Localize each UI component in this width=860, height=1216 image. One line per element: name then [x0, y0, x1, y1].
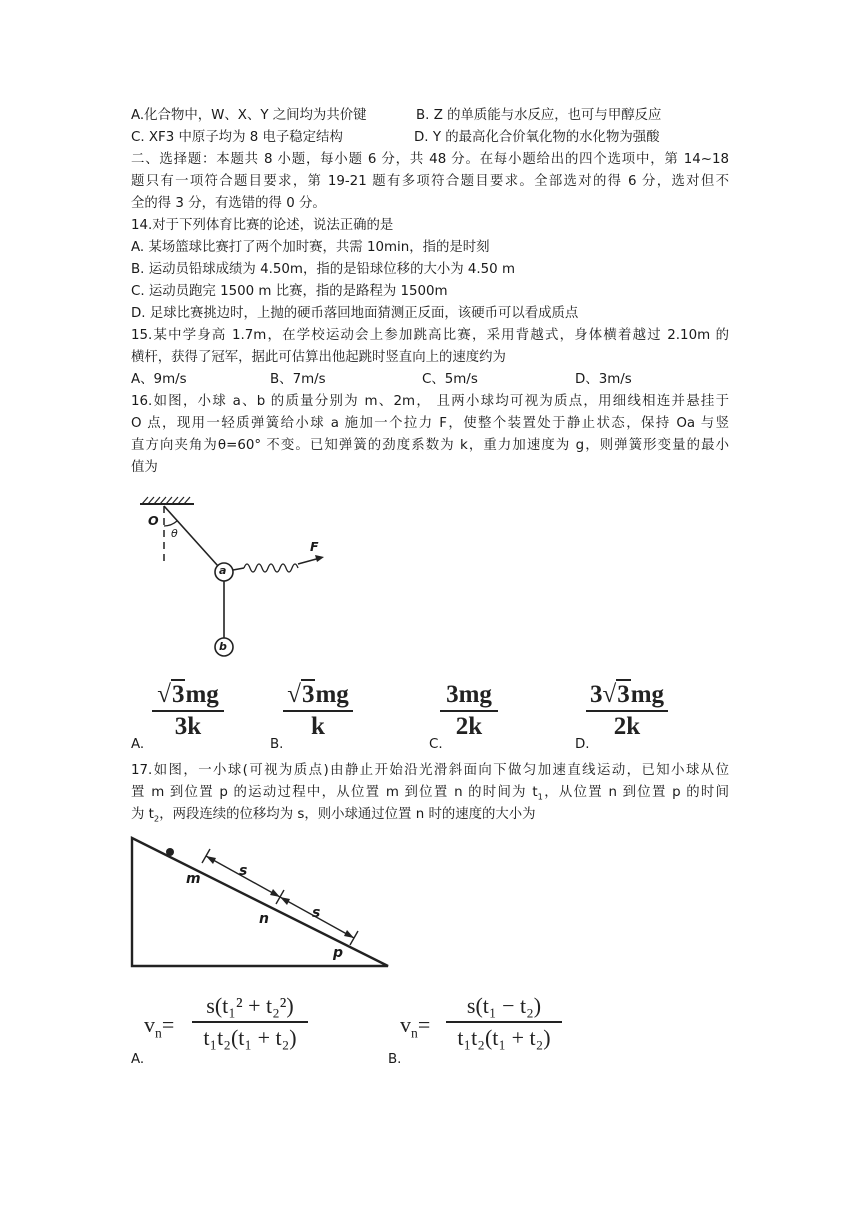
- q16-option-a-den: 3k: [174, 713, 202, 740]
- q13-option-d: D. Y 的最高化合价氧化物的水化物为强酸: [414, 130, 660, 145]
- q16-figure: [132, 490, 342, 665]
- q17-line-2-post: ，从位置 n 到位置 p 的时间: [542, 785, 729, 800]
- q16-option-b-den: k: [311, 713, 325, 740]
- q16-option-c-num: 3mg: [446, 681, 492, 708]
- q14-option-d: D. 足球比赛挑边时，上抛的硬币落回地面猜测正反面，该硬币可以看成质点: [131, 306, 579, 321]
- q17-label-m: m: [186, 871, 201, 887]
- q16-label-theta: θ: [171, 527, 178, 540]
- q17-option-a-num: s(t₁² + t₂²): [206, 993, 294, 1018]
- q16-option-c-den: 2k: [455, 713, 483, 740]
- q17-option-b-formula: $v_n=$ s(t₁ − t₂) t₁t₂(t₁ + t₂): [398, 994, 564, 1058]
- q17-label-s1: s: [239, 863, 248, 879]
- q17-line-2: [131, 783, 729, 807]
- q16-diagram: [132, 490, 342, 665]
- q17-option-a-den: t₁t₂(t₁ + t₂): [203, 1024, 297, 1050]
- q17-line-3-post: ，两段连续的位移均为 s，则小球通过位置 n 时的速度的大小为: [159, 807, 536, 822]
- q16-option-d-den: 2k: [613, 713, 641, 740]
- q16-label-f: F: [310, 539, 319, 554]
- q17-option-a-lhs-sub: n: [155, 1025, 162, 1041]
- q17-option-a-lhs: v: [144, 1012, 155, 1037]
- q15-line-2: 横杆，获得了冠军，据此可估算出他起跳时竖直向上的速度约为: [131, 350, 506, 365]
- q16-line-4: 值为: [131, 460, 158, 475]
- q16-option-a-letter: A.: [131, 737, 145, 752]
- q17-line-2-pre: 置 m 到位置 p 的运动过程中，从位置 m 到位置 n 的时间为 t: [131, 785, 538, 800]
- q17-label-s2: s: [312, 905, 321, 921]
- q14-option-a: A. 某场篮球比赛打了两个加时赛，共需 10min，指的是时刻: [131, 240, 490, 255]
- q16-option-b-root: 3: [301, 681, 315, 708]
- q17-option-b-num: s(t₁ − t₂): [466, 993, 542, 1018]
- section2-line-1: 二、选择题：本题共 8 小题，每小题 6 分，共 48 分。在每小题给出的四个选项中，第 14~18: [131, 152, 729, 167]
- q17-line-3-sub: 2: [153, 813, 160, 824]
- q16-label-b: b: [219, 640, 227, 653]
- q17-figure: [128, 834, 392, 972]
- q16-label-a: a: [219, 564, 227, 577]
- q14-option-b: B. 运动员铅球成绩为 4.50m，指的是铅球位移的大小为 4.50 m: [131, 262, 515, 277]
- q16-option-c-letter: C.: [429, 737, 443, 752]
- q16-option-a-root: 3: [171, 681, 185, 708]
- q17-line-3-pre: 为 t: [131, 807, 154, 822]
- q16-line-3: 直方向夹角为θ=60° 不变。已知弹簧的劲度系数为 k，重力加速度为 g，则弹簧形变量的最小: [131, 438, 729, 453]
- q17-line-1: 17.如图，一小球(可视为质点)由静止开始沿光滑斜面向下做匀加速直线运动，已知小球从位: [131, 763, 729, 778]
- q17-line-3: [131, 805, 536, 829]
- q16-option-c-fraction: [440, 682, 498, 740]
- q15-option-b: B、7m/s: [270, 372, 326, 387]
- q14-option-c: C. 运动员跑完 1500 m 比赛，指的是路程为 1500m: [131, 284, 448, 299]
- q16-option-d-fraction: 3√3mg 2k: [586, 682, 668, 740]
- q17-option-a-letter: A.: [131, 1052, 145, 1067]
- q16-line-1: 16.如图，小球 a、b 的质量分别为 m、2m， 且两小球均可视为质点，用细线相连并悬挂于: [131, 394, 729, 409]
- q16-option-d-num: mg: [630, 681, 665, 708]
- q15-line-1: 15.某中学身高 1.7m，在学校运动会上参加跳高比赛，采用背越式，身体横着越过 2.10m 的: [131, 328, 729, 343]
- q15-option-c: C、5m/s: [422, 372, 478, 387]
- q13-option-b: B. Z 的单质能与水反应，也可与甲醇反应: [416, 108, 662, 123]
- q17-option-b-lhs: v: [400, 1012, 411, 1037]
- q16-option-b-num: mg: [315, 681, 349, 708]
- q17-option-b-den: t₁t₂(t₁ + t₂): [457, 1024, 551, 1050]
- q17-option-b-lhs-sub: n: [411, 1025, 418, 1041]
- q16-option-b-letter: B.: [270, 737, 284, 752]
- section2-line-3: 全的得 3 分，有选错的得 0 分。: [131, 196, 326, 211]
- q16-option-a-num: mg: [185, 681, 219, 708]
- q17-label-p: p: [333, 945, 344, 961]
- q16-label-o: O: [148, 513, 159, 528]
- q13-option-c: C. XF3 中原子均为 8 电子稳定结构: [131, 130, 343, 145]
- q16-option-d-root: 3: [617, 681, 630, 708]
- q16-option-d-letter: D.: [575, 737, 590, 752]
- q13-option-a: A.化合物中，W、X、Y 之间均为共价键: [131, 108, 367, 123]
- q16-option-a-fraction: √3mg 3k: [152, 682, 224, 740]
- q17-option-b-letter: B.: [388, 1052, 402, 1067]
- q14-stem: 14.对于下列体育比赛的论述，说法正确的是: [131, 218, 394, 233]
- q15-option-d: D、3m/s: [575, 372, 632, 387]
- q17-diagram: [128, 834, 392, 972]
- q17-line-2-sub: 1: [537, 791, 543, 802]
- section2-line-2: 题只有一项符合题目要求，第 19-21 题有多项符合题目要求。全部选对的得 6 分，选对但不: [131, 174, 729, 189]
- q16-option-b-fraction: √3mg k: [283, 682, 353, 740]
- q17-option-a-formula: $v_n=$ s(t₁² + t₂²) t₁t₂(t₁ + t₂): [140, 994, 310, 1058]
- q15-option-a: A、9m/s: [131, 372, 187, 387]
- q16-option-d-coef: 3: [589, 681, 603, 708]
- q16-line-2: O 点，现用一轻质弹簧给小球 a 施加一个拉力 F，使整个装置处于静止状态，保持 Oa 与竖: [131, 416, 729, 431]
- q17-label-n: n: [259, 911, 269, 927]
